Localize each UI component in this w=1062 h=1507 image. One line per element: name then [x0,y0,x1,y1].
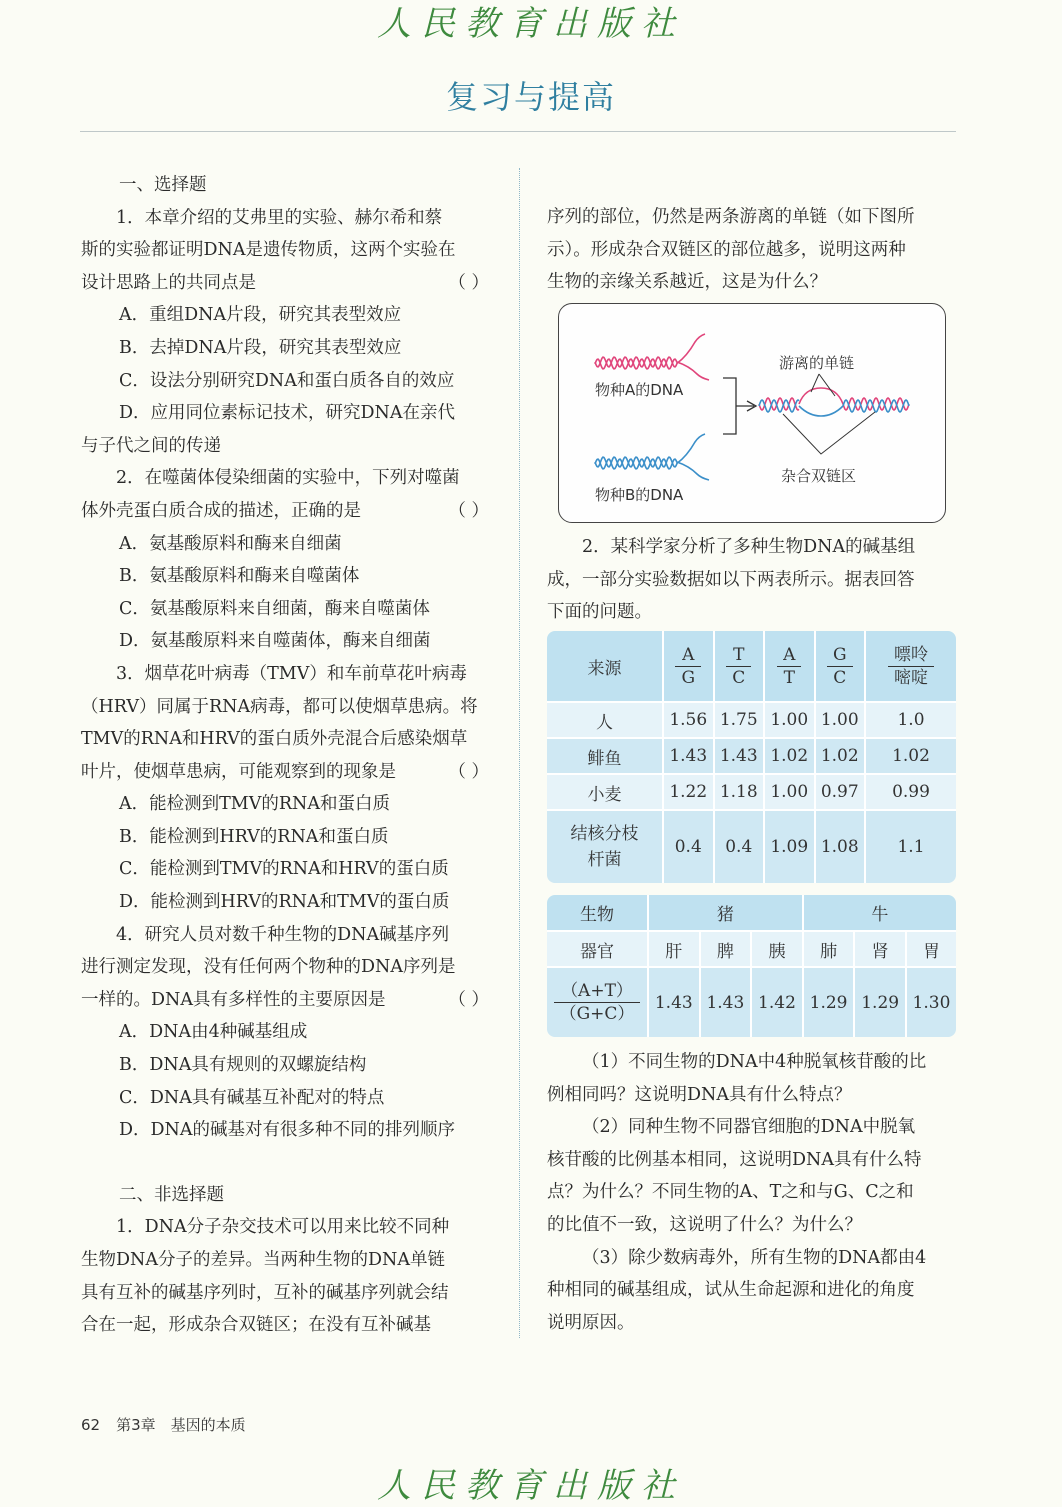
question-text: 叶片，使烟草患病，可能观察到的现象是 [81,761,396,782]
column-header [765,631,816,703]
question-stem: 进行测定发现，没有任何两个物种的DNA序列是 [81,957,456,978]
answer-blank: （ ） [448,500,489,521]
ratio-fraction: $\frac{A}{G}$ [675,644,701,689]
table-cell: 1.30 [912,992,951,1013]
paragraph-line: 种相同的碱基组成，试从生命起源和进化的角度 [547,1280,915,1301]
organ-ratio-table [547,895,956,1037]
table-cell: 0.99 [866,775,956,811]
ratio-fraction: $\frac{\text{嘌呤}}{\text{嘧啶}}$ [888,644,934,689]
table-cell: 肝 [649,932,701,968]
title-rule [80,131,956,132]
option: B．能检测到HRV的RNA和蛋白质 [119,826,389,847]
answer-blank: （ ） [448,989,489,1010]
ratio-fraction: $\frac{G}{C}$ [827,644,853,689]
row-label: 器官 [547,932,649,968]
paragraph-line: 合在一起，形成杂合双链区；在没有互补碱基 [81,1315,431,1336]
option: A．重组DNA片段，研究其表型效应 [119,305,402,326]
question-stem: 3．烟草花叶病毒（TMV）和车前草花叶病毒 [116,663,467,684]
base-ratio-table [547,631,956,883]
table-cell: 0.97 [816,775,867,811]
question-stem-end [81,267,489,300]
option: B．DNA具有规则的双螺旋结构 [119,1055,367,1076]
section-heading: 二、非选择题 [119,1184,224,1205]
dna-hybridization-diagram [558,303,946,523]
table-cell: 1.22 [664,775,715,811]
table-row [547,739,956,775]
paragraph-line: （2）同种生物不同器官细胞的DNA中脱氧 [582,1117,916,1138]
table-cell: 脾 [701,932,753,968]
ratio-fraction: $\frac{(A+T)}{(G+C)}$ [554,980,641,1025]
table-row [547,932,956,968]
table-cell: 1.75 [715,703,766,739]
row-label: 小麦 [547,775,664,811]
option: D．应用同位素标记技术，研究DNA在亲代 [119,403,456,424]
column-header [816,631,867,703]
table-cell: 1.1 [897,837,925,857]
species-b-label: 物种B的DNA [595,486,684,504]
table-cell: 0.4 [715,811,766,883]
table-cell: 1.00 [765,775,816,811]
option: D．能检测到HRV的RNA和TMV的蛋白质 [119,892,450,913]
column-header: 生物 [547,895,649,932]
answer-blank: （ ） [448,761,489,782]
row-label-line: 结核分枝 [570,824,639,844]
table-header-row [547,895,956,932]
option: C．能检测到TMV的RNA和HRV的蛋白质 [119,859,449,880]
row-label [547,968,649,1037]
row-label [547,811,664,883]
paragraph-line: （1）不同生物的DNA中4种脱氧核苷酸的比 [582,1052,927,1072]
row-label: 人 [547,703,664,739]
row-label: 鲱鱼 [547,739,664,775]
option-continuation: 与子代之间的传递 [81,435,221,456]
hybrid-region-label: 杂合双链区 [781,467,857,485]
question-stem: 4．研究人员对数千种生物的DNA碱基序列 [116,924,450,945]
table-cell: 1.42 [752,968,804,1037]
option: C．DNA具有碱基互补配对的特点 [119,1087,385,1108]
spacer [81,1147,489,1179]
table-cell: 1.29 [855,968,907,1037]
free-strand-label: 游离的单链 [779,354,855,372]
free-strand-pointer [811,374,835,396]
option: B．去掉DNA片段，研究其表型效应 [119,337,402,358]
table-cell: 1.02 [866,739,956,775]
paragraph-line: 例相同吗？这说明DNA具有什么特点？ [547,1084,852,1105]
option: A．DNA由4种碱基组成 [119,1022,308,1043]
table-row [547,968,956,1037]
column-header: 来源 [547,631,664,703]
option: A．能检测到TMV的RNA和蛋白质 [119,794,390,815]
table-cell: 1.00 [765,703,816,739]
section-heading: 一、选择题 [119,175,207,195]
paragraph-line: 成，一部分实验数据如以下两表所示。据表回答 [547,569,915,590]
table-cell: 1.56 [664,703,715,739]
page-number: 62 [81,1416,101,1434]
question-stem: TMV的RNA和HRV的蛋白质外壳混合后感染烟草 [81,729,468,750]
publisher-logo-top: 人民教育出版社 [377,4,685,44]
question-text: 体外壳蛋白质合成的描述，正确的是 [81,500,361,521]
table [547,631,956,883]
option: C．设法分别研究DNA和蛋白质各自的效应 [119,370,455,391]
paragraph-line: 1．DNA分子杂交技术可以用来比较不同种 [116,1217,450,1238]
species-a-dna-strand [595,334,709,380]
option: A．氨基酸原料和酶来自细菌 [119,533,342,554]
question-stem: 1．本章介绍的艾弗里的实验、赫尔希和蔡 [116,207,443,228]
table-cell: 1.00 [816,703,867,739]
paragraph-line: 序列的部位，仍然是两条游离的单链（如下图所 [547,207,915,227]
option: C．氨基酸原料来自细菌，酶来自噬菌体 [119,598,430,619]
table-cell: 1.43 [649,968,701,1037]
table-cell: 胃 [907,932,956,968]
column-header: 牛 [804,895,956,932]
right-column-subquestions [547,1046,957,1339]
table-cell: 1.29 [804,968,856,1037]
table-cell: 胰 [752,932,804,968]
paragraph-line: 具有互补的碱基序列时，互补的碱基序列就会结 [81,1282,449,1303]
question-text: 设计思路上的共同点是 [81,272,256,293]
question-stem: （HRV）同属于RNA病毒，都可以使烟草患病。将 [81,696,478,717]
option: D．氨基酸原料来自噬菌体，酶来自细菌 [119,631,431,652]
table [547,895,956,1037]
table-header-row [547,631,956,703]
option: D．DNA的碱基对有很多种不同的排列顺序 [119,1120,456,1141]
table-row [547,811,956,883]
paragraph-line: 生物的亲缘关系越近，这是为什么？ [547,272,827,293]
question-stem: 2．在噬菌体侵染细菌的实验中，下列对噬菌 [116,468,460,489]
column-header [664,631,715,703]
table-cell: 1.08 [816,811,867,883]
answer-blank: （ ） [448,272,489,293]
ratio-fraction: $\frac{A}{T}$ [777,644,801,689]
species-a-label: 物种A的DNA [595,381,684,399]
column-header [866,631,956,703]
ratio-fraction: $\frac{T}{C}$ [726,644,751,689]
table-cell: 肺 [804,932,856,968]
paragraph-line: 核苷酸的比例基本相同，这说明DNA具有什么特 [547,1149,922,1170]
paragraph-line: 示）。形成杂合双链区的部位越多，说明这两种 [547,239,906,260]
chapter-title: 第3章 基因的本质 [116,1416,246,1434]
paragraph-line: 2．某科学家分析了多种生物DNA的碱基组 [582,537,916,557]
table-cell: 1.43 [664,739,715,775]
column-header [715,631,766,703]
table-cell: 1.43 [701,968,753,1037]
page-footer [81,1414,246,1435]
table-cell: 1.43 [715,739,766,775]
table-cell: 肾 [855,932,907,968]
species-b-dna-strand [595,434,709,480]
paragraph-line: 下面的问题。 [547,602,652,623]
bracket [723,378,754,434]
table-cell: 1.0 [866,703,956,739]
publisher-logo-bottom: 人民教育出版社 [377,1466,685,1506]
paragraph-line: 的比值不一致，这说明了什么？为什么？ [547,1214,862,1235]
question-stem-end [81,984,489,1017]
column-divider [519,168,520,1338]
right-column-top [547,201,957,299]
table-cell: 0.4 [664,811,715,883]
right-column-q2 [547,531,957,629]
paragraph-line: 生物DNA分子的差异。当两种生物的DNA单链 [81,1250,445,1270]
hybrid-region-pointer [783,412,875,454]
paragraph-line: （3）除少数病毒外，所有生物的DNA都由4 [582,1247,927,1268]
question-stem-end [81,756,489,789]
hybrid-strand-b [759,400,909,416]
table-cell: 1.02 [765,739,816,775]
table-cell: 1.09 [765,811,816,883]
column-header: 猪 [649,895,804,932]
table-cell: 1.18 [715,775,766,811]
table-row [547,703,956,739]
option: B．氨基酸原料和酶来自噬菌体 [119,566,360,587]
page-title: 复习与提高 [445,78,616,116]
paragraph-line: 点？为什么？不同生物的A、T之和与G、C之和 [547,1182,914,1203]
question-stem: 斯的实验都证明DNA是遗传物质，这两个实验在 [81,240,456,261]
table-row [547,775,956,811]
hybrid-strand-a [759,388,909,410]
question-stem-end [81,495,489,528]
left-column [81,169,489,1342]
row-label-line: 杆菌 [587,850,622,870]
table-cell: 1.02 [816,739,867,775]
paragraph-line: 说明原因。 [547,1312,635,1333]
question-text: 一样的。DNA具有多样性的主要原因是 [81,989,386,1010]
